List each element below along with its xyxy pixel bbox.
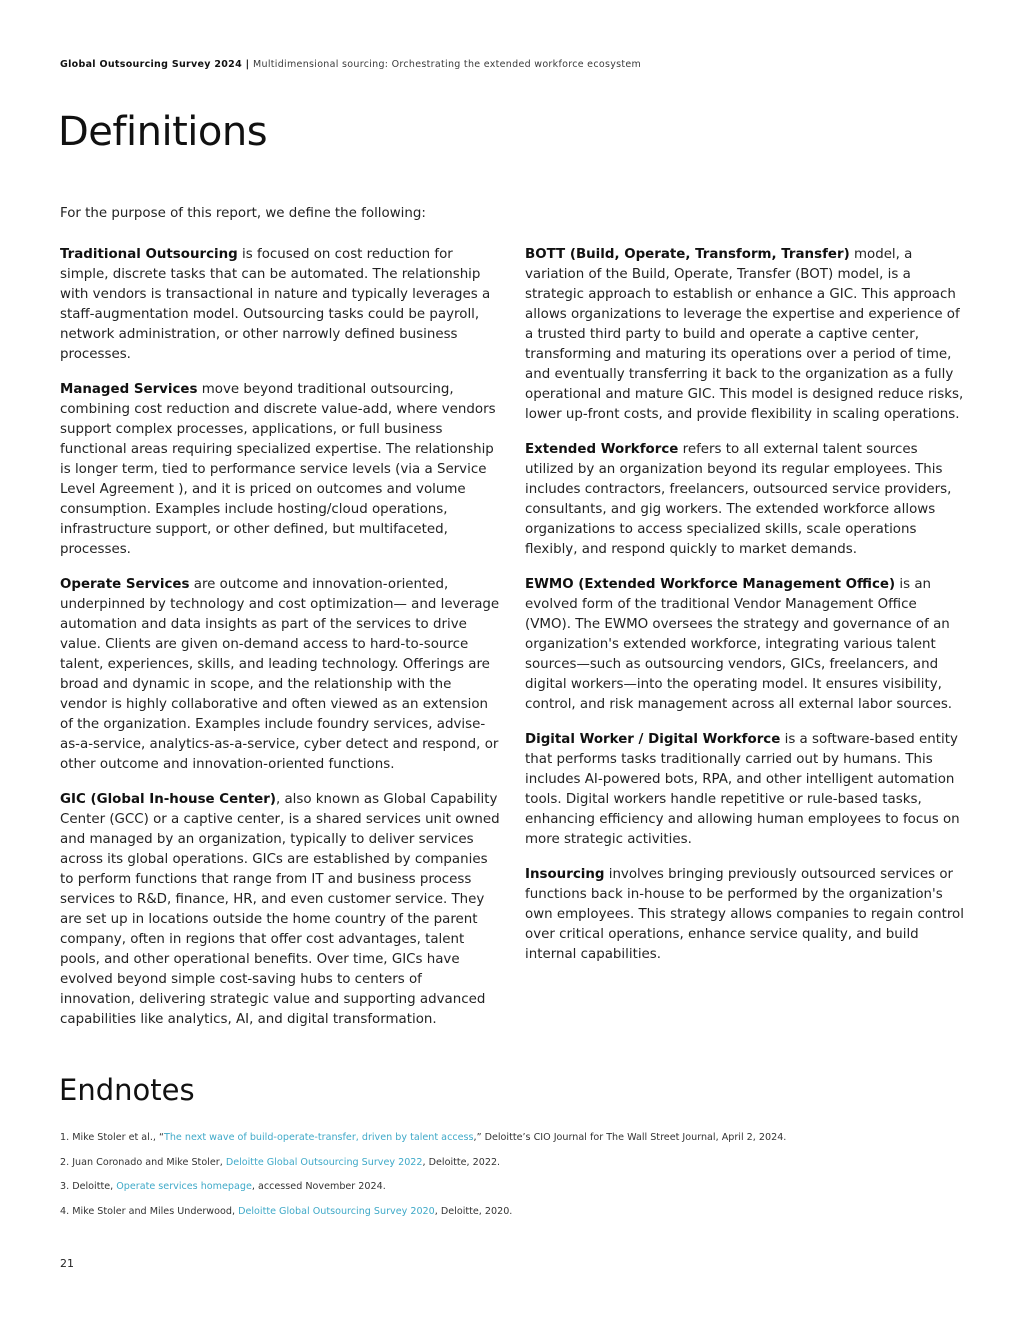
endnote-item [60, 1206, 960, 1218]
report-name: Global Outsourcing Survey 2024 [60, 59, 242, 70]
page-number: 21 [60, 1257, 74, 1270]
definition-bott [525, 245, 965, 425]
definition-text: involves bringing previously outsourced services or functions back in-house to be performed by the organization's own employees. This strategy allows companies to regain control over critical operations, enhance service quality, and build internal capabilities. [525, 867, 964, 962]
endnote-prefix: 3. Deloitte, [60, 1181, 117, 1192]
definition-extended-workforce [525, 440, 965, 560]
definition-insourcing [525, 865, 965, 965]
definition-text: is a software-based entity that performs tasks traditionally carried out by humans. This includes AI-powered bots, RPA, and other intelligent automation tools. Digital workers handle repetitive or rule-based tasks, enhancing efficiency and allowing human employees to focus on more strategic activities. [525, 732, 960, 847]
endnote-prefix: 1. Mike Stoler et al., “ [60, 1132, 164, 1143]
endnote-prefix: 2. Juan Coronado and Mike Stoler, [60, 1156, 226, 1168]
running-header [60, 59, 641, 70]
header-separator: | [242, 59, 253, 70]
endnote-suffix: , Deloitte, 2020. [434, 1205, 513, 1217]
endnote-prefix: 4. Mike Stoler and Miles Underwood, [60, 1205, 239, 1217]
definition-term: Digital Worker / Digital Workforce [525, 732, 781, 747]
definition-operate-services [60, 575, 500, 775]
definition-term: EWMO (Extended Workforce Management Office) [525, 577, 896, 592]
definition-term: BOTT (Build, Operate, Transform, Transfer) [525, 247, 850, 262]
definition-text: is focused on cost reduction for simple, discrete tasks that can be automated. The relationship with vendors is transactional in nature and typically leverages a staff-augmentation model. Outsourcing tasks could be payroll, network administration, or other narrowly defined business processes. [60, 247, 491, 362]
definition-term: Operate Services [60, 577, 190, 592]
endnote-suffix: , accessed November 2024. [251, 1181, 386, 1192]
definition-traditional-outsourcing [60, 245, 500, 365]
definitions-left-column [60, 245, 500, 1045]
page-title: Definitions [58, 109, 268, 155]
definition-term: Insourcing [525, 867, 605, 882]
definition-text: are outcome and innovation-oriented, underpinned by technology and cost optimization— and leverage automation and data insights as part of the services to drive value. Clients are given on-demand access to hard-to-source talent, experiences, skills, and leading technology. Offerings are broad and dynamic in scope, and the relationship with the vendor is highly collaborative and often viewed as an extension of the organization. Examples include foundry services, advise-as-a-service, analytics-as-a-service, cyber detect and respond, or other outcome and innovation-oriented functions. [60, 577, 500, 772]
endnote-suffix: ,” Deloitte’s CIO Journal for The Wall Street Journal, April 2, 2024. [473, 1132, 787, 1143]
definition-text: is an evolved form of the traditional Vendor Management Office (VMO). The EWMO oversees the strategy and governance of an organization's extended workforce, integrating various talent sources—such as outsourcing vendors, GICs, freelancers, and digital workers—into the operating model. It ensures visibility, control, and risk management across all external labor sources. [525, 577, 953, 712]
definition-text: move beyond traditional outsourcing, combining cost reduction and discrete value-add, where vendors support complex processes, applications, or full business functional areas requiring specialized expertise. The relationship is longer term, tied to performance service levels (via a Service Level Agreement ), and it is priced on outcomes and volume consumption. Examples include hosting/cloud operations, infrastructure support, or other defined, but multifaceted, processes. [60, 382, 496, 557]
endnote-item [60, 1181, 960, 1193]
definition-text: model, a variation of the Build, Operate, Transfer (BOT) model, is a strategic approach to establish or enhance a GIC. This approach allows organizations to leverage the expertise and experience of a trusted third party to build and operate a captive center, transforming and maturing its operations over a period of time, and eventually transferring it back to the organization as a fully operational and mature GIC. This model is designed reduce risks, lower up-front costs, and provide flexibility in scaling operations. [525, 247, 964, 422]
definition-term: Traditional Outsourcing [60, 247, 238, 262]
definition-gic [60, 790, 500, 1030]
endnote-link[interactable]: Deloitte Global Outsourcing Survey 2022 [225, 1156, 423, 1168]
endnote-link[interactable]: The next wave of build-operate-transfer, driven by talent access [163, 1132, 474, 1143]
definition-managed-services [60, 380, 500, 560]
definition-term: GIC (Global In-house Center) [60, 792, 276, 807]
intro-text: For the purpose of this report, we define the following: [60, 206, 426, 221]
endnotes-title: Endnotes [59, 1073, 195, 1107]
endnote-suffix: , Deloitte, 2022. [422, 1156, 501, 1168]
definition-text: refers to all external talent sources utilized by an organization beyond its regular employees. This includes contractors, freelancers, outsourced service providers, consultants, and gig workers. The extended workforce allows organizations to access specialized skills, scale operations flexibly, and respond quickly to market demands. [525, 442, 952, 557]
endnote-item [60, 1132, 960, 1144]
definition-digital-worker [525, 730, 965, 850]
report-subtitle: Multidimensional sourcing: Orchestrating the extended workforce ecosystem [253, 59, 642, 70]
definition-term: Extended Workforce [525, 442, 679, 457]
definition-text: , also known as Global Capability Center (GCC) or a captive center, is a shared services unit owned and managed by an organization, typically to deliver services across its global operations. GICs are established by companies to perform functions that range from IT and business process services to R&D, finance, HR, and even customer service. They are set up in locations outside the home country of the parent company, often in regions that offer cost advantages, talent pools, and other operational benefits. Over time, GICs have evolved beyond simple cost-saving hubs to centers of innovation, delivering strategic value and supporting advanced capabilities like analytics, AI, and digital transformation. [60, 792, 500, 1027]
endnote-item [60, 1157, 960, 1169]
definition-term: Managed Services [60, 382, 198, 397]
definitions-right-column [525, 245, 965, 980]
endnotes-list [60, 1132, 960, 1230]
endnote-link[interactable]: Operate services homepage [116, 1181, 252, 1192]
endnote-link[interactable]: Deloitte Global Outsourcing Survey 2020 [238, 1205, 435, 1217]
definition-ewmo [525, 575, 965, 715]
